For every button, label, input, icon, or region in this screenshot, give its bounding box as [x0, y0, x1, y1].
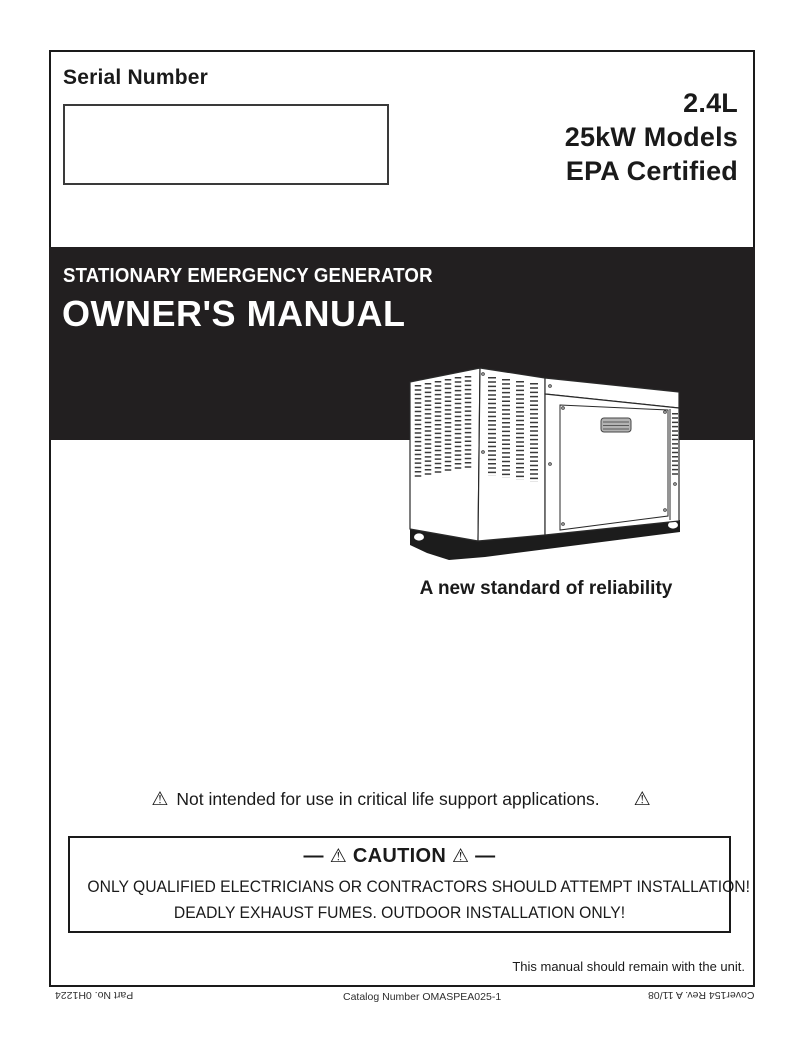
warning-triangle-icon: ⚠ — [151, 789, 169, 810]
caution-dash-left: — — [303, 845, 324, 867]
engine-size: 2.4L — [683, 88, 738, 118]
caution-dash-right: — — [475, 845, 496, 867]
caution-line-1: ONLY QUALIFIED ELECTRICIANS OR CONTRACTORS SHOULD ATTEMPT INSTALLATION! — [87, 878, 750, 896]
tagline: A new standard of reliability — [419, 578, 673, 599]
part-number: Part No. 0H1224 — [55, 989, 134, 1001]
serial-number-field — [63, 104, 389, 185]
epa-certification: EPA Certified — [565, 156, 738, 186]
lift-hole-left — [414, 533, 424, 540]
life-support-warning — [0, 789, 802, 810]
manual-retention-note: This manual should remain with the unit. — [512, 959, 745, 974]
cover-revision: Cover154 Rev. A 11/08 — [647, 989, 754, 1001]
caution-title — [70, 845, 729, 868]
caution-box — [68, 836, 750, 933]
model-rating: 25kW Models — [564, 122, 738, 152]
model-info — [565, 86, 738, 188]
caution-title-text: CAUTION — [352, 845, 447, 867]
generator-illustration — [405, 364, 690, 569]
warning-triangle-icon: ⚠ — [329, 846, 348, 867]
warning-triangle-icon: ⚠ — [633, 789, 651, 810]
warning-triangle-icon: ⚠ — [451, 846, 470, 867]
banner-subtitle: STATIONARY EMERGENCY GENERATOR — [63, 265, 433, 287]
serial-number-label: Serial Number — [63, 66, 208, 89]
catalog-number: Catalog Number OMASPEA025-1 — [343, 991, 502, 1003]
caution-line-2: DEADLY EXHAUST FUMES. OUTDOOR INSTALLATION ONLY! — [173, 904, 626, 922]
life-support-warning-text: Not intended for use in critical life support applications. — [176, 789, 600, 809]
page-title: OWNER'S MANUAL — [62, 293, 406, 334]
